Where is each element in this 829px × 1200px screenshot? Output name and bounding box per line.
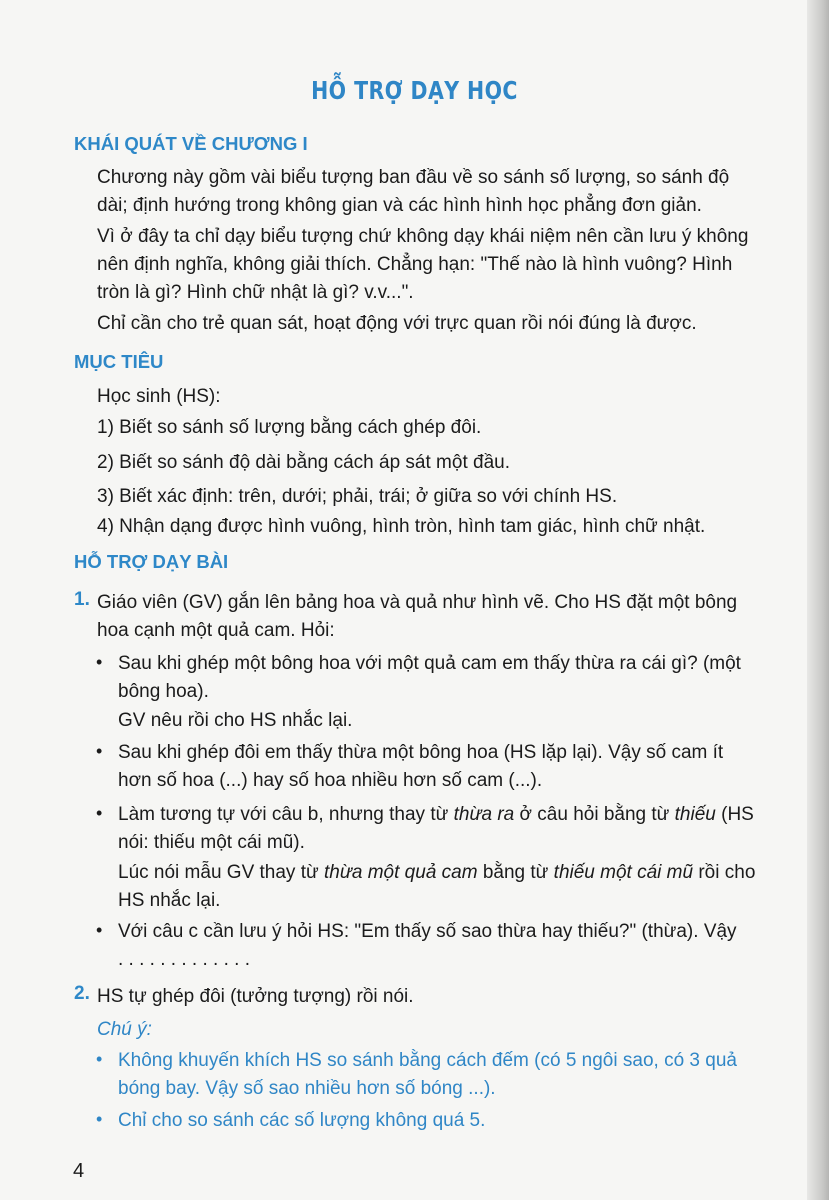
note-label: Chú ý:: [97, 1019, 152, 1040]
heading-goals: MỤC TIÊU: [74, 351, 164, 372]
goal-item-2: 2) Biết so sánh độ dài bằng cách áp sát một đầu.: [97, 452, 510, 473]
page-title: HỖ TRỢ DẠY HỌC: [311, 76, 518, 105]
goal-item-3: 3) Biết xác định: trên, dưới; phải, trái; ở giữa so với chính HS.: [97, 486, 618, 507]
bullet-icon: •: [96, 920, 103, 940]
item-1-number: 1.: [74, 589, 90, 610]
heading-overview: KHÁI QUÁT VỀ CHƯƠNG I: [74, 133, 308, 154]
item-1-bullet-1: Sau khi ghép một bông hoa với một quả cam em thấy thừa ra cái gì? (một bông hoa).: [118, 653, 741, 702]
bullet-icon: •: [96, 1049, 103, 1069]
item-1-bullet-4: Với câu c cần lưu ý hỏi HS: "Em thấy số sao thừa hay thiếu?" (thừa). Vậy . . . . . . . . . . . . .: [118, 921, 737, 970]
overview-paragraph-1: Chương này gồm vài biểu tượng ban đầu về so sánh số lượng, so sánh độ dài; định hướng trong không gian và các hình hình học phẳng đơn giản.: [97, 167, 730, 216]
bullet-icon: •: [96, 741, 103, 761]
note-item-2: Chỉ cho so sánh các số lượng không quá 5.: [118, 1110, 486, 1131]
item-2-number: 2.: [74, 983, 90, 1004]
goal-item-4: 4) Nhận dạng được hình vuông, hình tròn, hình tam giác, hình chữ nhật.: [97, 516, 706, 537]
bullet-icon: •: [96, 652, 103, 672]
bullet-icon: •: [96, 1109, 103, 1129]
item-1-bullet-3-note: Lúc nói mẫu GV thay từ thừa một quả cam bằng từ thiếu một cái mũ rồi cho HS nhắc lại.: [118, 862, 756, 911]
bullet-icon: •: [96, 803, 103, 823]
goal-item-1: 1) Biết so sánh số lượng bằng cách ghép đôi.: [97, 417, 482, 438]
heading-support: HỖ TRỢ DẠY BÀI: [74, 551, 229, 572]
note-item-1: Không khuyến khích HS so sánh bằng cách đếm (có 5 ngôi sao, có 3 quả bóng bay. Vậy số sao nhiều hơn số bóng ...).: [118, 1050, 737, 1099]
page-edge-shadow: [807, 0, 829, 1200]
item-2-text: HS tự ghép đôi (tưởng tượng) rồi nói.: [97, 986, 414, 1007]
item-1-bullet-3: Làm tương tự với câu b, nhưng thay từ thừa ra ở câu hỏi bằng từ thiếu (HS nói: thiếu một cái mũ).: [118, 804, 754, 853]
overview-paragraph-3: Chỉ cần cho trẻ quan sát, hoạt động với trực quan rồi nói đúng là được.: [97, 313, 697, 334]
item-1-bullet-2: Sau khi ghép đôi em thấy thừa một bông hoa (HS lặp lại). Vậy số cam ít hơn số hoa (...) hay số hoa nhiều hơn số cam (...).: [118, 742, 724, 791]
page-number: 4: [73, 1160, 85, 1182]
goals-intro: Học sinh (HS):: [97, 386, 221, 407]
overview-paragraph-2: Vì ở đây ta chỉ dạy biểu tượng chứ không dạy khái niệm nên cần lưu ý không nên định nghĩa, không giải thích. Chẳng hạn: "Thế nào là hình vuông? Hình tròn là gì? Hình chữ nhật là gì? v.v...".: [97, 226, 749, 303]
item-1-text: Giáo viên (GV) gắn lên bảng hoa và quả như hình vẽ. Cho HS đặt một bông hoa cạnh một quả cam. Hỏi:: [97, 592, 738, 641]
item-1-bullet-1-note: GV nêu rồi cho HS nhắc lại.: [118, 710, 353, 731]
